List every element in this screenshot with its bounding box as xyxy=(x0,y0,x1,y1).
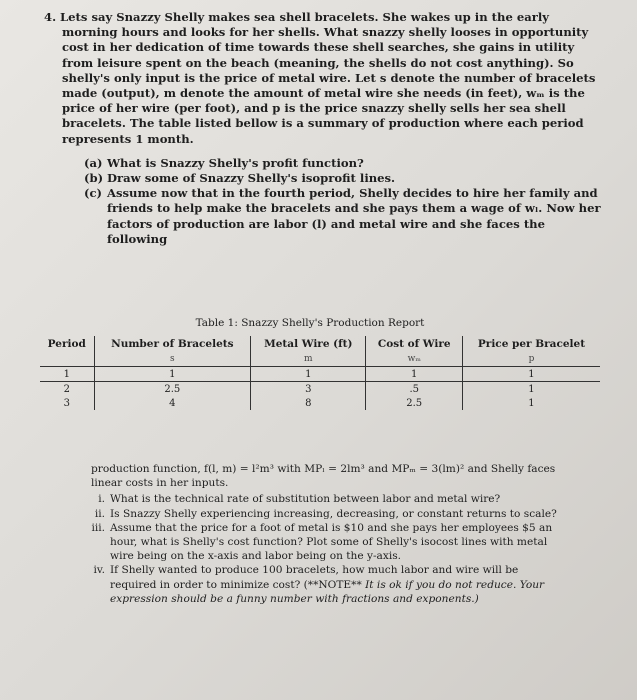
part-a xyxy=(62,156,607,171)
header-price: Price per Bracelet xyxy=(477,338,586,350)
table-row xyxy=(40,367,600,382)
table-cell: 1 xyxy=(528,397,535,409)
problem-4 xyxy=(44,10,607,247)
table-cell: s xyxy=(94,352,251,367)
sub-question-label: ii. xyxy=(94,507,105,520)
sub-question-text: If Shelly wanted to produce 100 bracelets, how much labor and wire will be required in order to minimize cost? (**NOTE** xyxy=(110,564,519,591)
table-cell xyxy=(40,352,94,367)
part-b xyxy=(62,171,607,186)
part-text: Assume now that in the fourth period, Shelly decides to hire her family and friends to help make the bracelets and she pays them a wage of wₗ. Now her factors of production are labor (l) and metal wire and she faces the following xyxy=(107,186,601,246)
table-cell: wₘ xyxy=(366,352,462,367)
problem-number: 4. xyxy=(44,10,57,24)
table-cell: 1 xyxy=(251,367,366,382)
sub-question-iv xyxy=(91,563,561,606)
note-text: It is ok if you do not reduce. Your expression should be a funny number with fractions and exponents.) xyxy=(110,578,545,605)
table-row xyxy=(40,382,600,397)
table-cell: 3 xyxy=(251,382,366,397)
table-cell: 1 xyxy=(528,383,535,395)
part-label: (b) xyxy=(84,171,104,186)
table-cell: 1 xyxy=(462,367,600,382)
sub-question-label: i. xyxy=(98,493,105,506)
header-metal-wire: Metal Wire (ft) xyxy=(251,336,366,352)
part-c xyxy=(62,186,607,247)
production-table xyxy=(40,336,600,410)
part-label: (c) xyxy=(84,186,103,201)
table-header-row xyxy=(40,336,600,352)
problem-parts xyxy=(62,156,607,247)
header-bracelets: Number of Bracelets xyxy=(94,336,251,352)
table-cell: m xyxy=(251,352,366,367)
sub-question-text: Assume that the price for a foot of metal is $10 and she pays her employees $5 an hour, what is Shelly's cost function? Plot some of Shelly's isocost lines with metal wire being on the x-axis and labor being on the y-axis. xyxy=(110,521,553,563)
table-cell: 1 xyxy=(94,367,251,382)
sub-question-text: What is the technical rate of substitution between labor and metal wire? xyxy=(110,493,501,506)
header-period: Period xyxy=(40,336,94,352)
table-cell: p xyxy=(462,352,600,367)
table-cell: 2 xyxy=(40,382,94,397)
problem-statement: Lets say Snazzy Shelly makes sea shell bracelets. She wakes up in the early morning hours and looks for her shells. What snazzy shelly looses in opportunity cost in her dedication of time towards these shell searches, she gains in utility from leisure spent on the beach (meaning, the shells do not cost anything). So shelly's only input is the price of metal wire. Let s denote the number of bracelets made (output), m denote the amount of metal wire she needs (in feet), wₘ is the price of her wire (per foot), and p is the price snazzy shelly sells her sea shell bracelets. The table listed bellow is a summary of production where each period represents 1 month. xyxy=(60,10,596,146)
production-function-text: production function, f(l, m) = l²m³ with MPₗ = 2lm³ and MPₘ = 3(lm)² and Shelly faces linear costs in her inputs. xyxy=(91,463,556,490)
table-caption: Table 1: Snazzy Shelly's Production Report xyxy=(195,317,425,329)
sub-question-ii xyxy=(91,507,561,521)
part-text: Draw some of Snazzy Shelly's isoprofit lines. xyxy=(107,171,396,186)
table-cell: 8 xyxy=(251,396,366,410)
part-label: (a) xyxy=(84,155,103,170)
header-cost-of-wire: Cost of Wire xyxy=(366,336,462,352)
sub-question-i xyxy=(91,492,561,506)
table-cell: 1 xyxy=(366,367,462,382)
sub-question-label: iii. xyxy=(91,521,105,534)
table-cell: 2.5 xyxy=(366,396,462,410)
sub-question-label: iv. xyxy=(93,564,105,577)
sub-question-text: Is Snazzy Shelly experiencing increasing, decreasing, or constant returns to scale? xyxy=(110,507,557,520)
sub-questions xyxy=(91,492,561,606)
table-cell: 3 xyxy=(40,396,94,410)
table-cell: 2.5 xyxy=(94,382,251,397)
production-report xyxy=(40,317,600,410)
part-text: What is Snazzy Shelly's profit function? xyxy=(107,155,364,170)
table-variable-row xyxy=(40,352,600,367)
table-cell: 4 xyxy=(94,396,251,410)
part-c-continuation xyxy=(91,462,561,606)
table-row xyxy=(40,396,600,410)
sub-question-iii xyxy=(91,521,561,564)
table-cell: 1 xyxy=(40,367,94,382)
table-cell: .5 xyxy=(366,382,462,397)
